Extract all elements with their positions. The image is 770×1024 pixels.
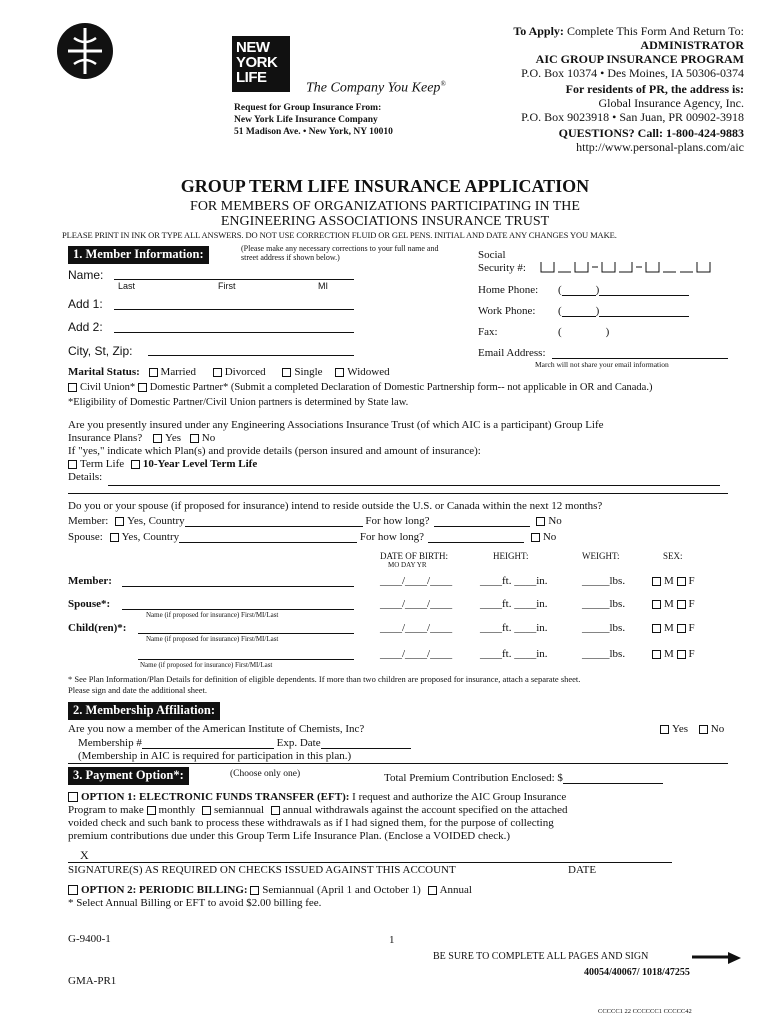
checkbox-aic-yes[interactable] (660, 725, 669, 734)
footnote-line-2: Please sign and date the additional sheet. (68, 685, 208, 695)
logo-text: NEW YORK LIFE (236, 39, 278, 86)
membership-row (78, 737, 411, 749)
checkbox-annual[interactable] (271, 806, 280, 815)
name-first-label: First (218, 281, 236, 291)
widowed-label: Widowed (347, 366, 390, 378)
divorced-label: Divorced (224, 366, 266, 378)
marital-status-row (68, 366, 390, 378)
insured-no-label: No (201, 432, 216, 444)
child2-name-hint: Name (if proposed for insurance) First/MI/Last (140, 661, 273, 669)
checkbox-member-f[interactable] (677, 577, 686, 586)
aic-question: Are you now a member of the American Institute of Chemists, Inc? (68, 723, 365, 735)
total-label: Total Premium Contribution Enclosed: $ (384, 772, 563, 784)
page-number: 1 (389, 934, 395, 946)
insured-q-line1: Are you presently insured under any Engineering Associations Insurance Trust (of which AIC is a participant) Group Life (68, 419, 604, 431)
checkbox-insured-no[interactable] (190, 434, 199, 443)
member-row-label: Member: (68, 575, 112, 587)
home-phone-label: Home Phone: (478, 284, 539, 296)
add2-input[interactable] (114, 332, 354, 333)
checkbox-member-m[interactable] (652, 577, 661, 586)
insured-yes[interactable] (153, 432, 181, 444)
tagline-reg: ® (440, 80, 446, 88)
section1-header: 1. Member Information: (68, 246, 209, 264)
option1-block (68, 791, 567, 843)
member-how-long-input[interactable] (434, 515, 530, 527)
member-sex (652, 575, 695, 587)
child1-in-label: in. (536, 622, 548, 634)
marital-label: Marital Status: (68, 366, 140, 378)
child2-in-label: in. (536, 648, 548, 660)
aic-yes-label: Yes (672, 723, 689, 735)
level-term-option[interactable] (131, 458, 257, 470)
child1-m-label: M (664, 622, 674, 634)
details-label: Details: (68, 471, 103, 483)
domestic-partner-label: Domestic Partner* (149, 382, 229, 393)
reside-spouse-label: Spouse: (68, 531, 103, 543)
add1-label: Add 1: (68, 297, 103, 311)
child1-dob-input[interactable]: ____/____/____ (380, 622, 453, 634)
child2-lbs-label: lbs. (609, 648, 626, 660)
option1-text-1: I request and authorize the AIC Group Insurance (352, 791, 567, 803)
barcode-text: CCCCC1 22 CCCCCC1 CCCCC42 (598, 1008, 692, 1015)
website-url[interactable]: http://www.personal-plans.com/aic (576, 140, 744, 154)
subtitle-line-1: FOR MEMBERS OF ORGANIZATIONS PARTICIPATING IN THE (190, 199, 580, 214)
child1-height-input[interactable]: ____ft. ____in. (480, 622, 548, 634)
signature-input[interactable] (68, 862, 672, 863)
form-number: G-9400-1 (68, 933, 111, 945)
if-yes-text: If "yes," indicate which Plan(s) and provide details (person insured and amount of insurance): (68, 445, 481, 457)
apply-block (513, 24, 744, 154)
total-premium (384, 772, 663, 784)
member-f-label: F (688, 575, 695, 587)
child2-sex (652, 648, 695, 660)
checkbox-child2-f[interactable] (677, 650, 686, 659)
opt2-semiannual-label: Semiannual (April 1 and October 1) (262, 884, 421, 896)
dob-subheader: MO DAY YR (388, 561, 427, 569)
spouse-dob-input[interactable]: ____/____/____ (380, 598, 453, 610)
member-yes-country-label: Yes, Country (127, 515, 185, 527)
child2-ft-label: ft. (502, 648, 512, 660)
add2-label: Add 2: (68, 320, 103, 334)
signature-label: SIGNATURE(S) AS REQUIRED ON CHECKS ISSUED AGAINST THIS ACCOUNT (68, 864, 456, 876)
option2-row (68, 884, 472, 896)
married-label: Married (160, 366, 196, 378)
opt2-annual-label: Annual (439, 884, 472, 896)
request-line-3: 51 Madison Ave. • New York, NY 10010 (234, 127, 393, 137)
city-input[interactable] (148, 355, 354, 356)
city-label: City, St, Zip: (68, 344, 133, 358)
reside-member-row (68, 515, 562, 527)
civil-union-option[interactable] (68, 382, 135, 393)
arrow-right-icon (692, 952, 742, 964)
spouse-ft-label: ft. (502, 598, 512, 610)
name-label: Name: (68, 268, 104, 282)
child2-weight-input[interactable]: _____lbs. (582, 648, 626, 660)
home-phone-input[interactable]: ( ) (558, 284, 689, 296)
height-header: HEIGHT: (493, 551, 529, 561)
pr-label: For residents of PR, the address is: (565, 82, 744, 96)
work-phone-label: Work Phone: (478, 305, 536, 317)
ssn-label-2: Security #: (478, 262, 526, 274)
total-input[interactable] (563, 772, 663, 784)
pr-line-2: P.O. Box 9023918 • San Juan, PR 00902-3918 (521, 110, 744, 124)
address-line-3: P.O. Box 10374 • Des Moines, IA 50306-0374 (521, 66, 744, 80)
exp-label: Exp. Date (276, 737, 321, 749)
name-input[interactable] (114, 279, 354, 280)
level-term-label: 10-Year Level Term Life (142, 458, 258, 470)
insured-yes-label: Yes (164, 432, 181, 444)
child1-f-label: F (688, 622, 695, 634)
reside-question: Do you or your spouse (if proposed for insurance) intend to reside outside the U.S. or Canada within the next 12 months? (68, 500, 603, 512)
eligibility-note: *Eligibility of Domestic Partner/Civil Union partners is determined by State law. (68, 397, 409, 408)
company-seal (56, 22, 114, 80)
checkbox-divorced[interactable] (213, 368, 222, 377)
checkbox-spouse-reside-yes[interactable] (110, 533, 119, 542)
child2-name-input[interactable] (138, 659, 354, 660)
child2-f-label: F (688, 648, 695, 660)
marital-divorced[interactable] (213, 366, 266, 378)
member-in-label: in. (536, 575, 548, 587)
name-last-label: Last (118, 281, 136, 291)
checkbox-member-reside-yes[interactable] (115, 517, 124, 526)
email-input[interactable] (552, 358, 728, 359)
footnote-line-1: * See Plan Information/Plan Details for definition of eligible dependents. If more than two children are proposed for insurance, attach a separate sheet. (68, 674, 581, 684)
child1-sex (652, 622, 695, 634)
option2-label: OPTION 2: PERIODIC BILLING: (81, 884, 248, 896)
reside-member-no[interactable] (536, 515, 561, 527)
membership-input[interactable] (142, 737, 274, 749)
apply-label: To Apply: (513, 24, 564, 38)
checkbox-spouse-m[interactable] (652, 600, 661, 609)
child2-height-input[interactable]: ____ft. ____in. (480, 648, 548, 660)
sex-header: SEX: (663, 551, 683, 561)
child1-ft-label: ft. (502, 622, 512, 634)
aic-answer (660, 723, 724, 735)
reside-spouse-no[interactable] (531, 531, 556, 543)
spouse-sex (652, 598, 695, 610)
checkbox-insured-yes[interactable] (153, 434, 162, 443)
dependents-footnote (68, 674, 580, 696)
option1-text-2a: Program to make (68, 804, 144, 816)
instructions: PLEASE PRINT IN INK OR TYPE ALL ANSWERS. DO NOT USE CORRECTION FLUID OR GEL PENS. INITIAL AND DATE ANY CHANGES YOU MAKE. (62, 230, 617, 240)
checkbox-spouse-f[interactable] (677, 600, 686, 609)
spouse-how-long-label: For how long? (359, 531, 425, 543)
child1-name-hint: Name (if proposed for insurance) First/MI/Last (146, 635, 279, 643)
member-name-input[interactable] (122, 586, 354, 587)
child1-name-input[interactable] (138, 633, 354, 634)
option1-text-3: voided check and such bank to process these withdrawals as if I had signed them, for the purpose of collecting (68, 817, 554, 829)
choose-one: (Choose only one) (230, 769, 301, 779)
checkbox-child1-m[interactable] (652, 624, 661, 633)
reside-member-label: Member: (68, 515, 109, 527)
member-lbs-label: lbs. (609, 575, 626, 587)
spouse-name-hint: Name (if proposed for insurance) First/MI/Last (146, 611, 279, 619)
child1-lbs-label: lbs. (609, 622, 626, 634)
member-country-input[interactable] (185, 515, 363, 527)
request-line-1: Request for Group Insurance From: (234, 103, 382, 113)
term-life-option[interactable] (68, 458, 124, 470)
option1-label: OPTION 1: ELECTRONIC FUNDS TRANSFER (EFT): (81, 791, 350, 803)
pr-line-1: Global Insurance Agency, Inc. (598, 96, 744, 110)
checkbox-married[interactable] (149, 368, 158, 377)
details-input[interactable] (108, 485, 720, 486)
single-label: Single (294, 366, 323, 378)
children-row-label: Child(ren)*: (68, 622, 127, 634)
monthly-label: monthly (158, 804, 196, 816)
domestic-partner-option[interactable] (138, 382, 228, 393)
fax-input[interactable]: ( ) (558, 326, 610, 338)
add1-input[interactable] (114, 309, 354, 310)
email-label: Email Address: (478, 347, 546, 359)
marital-single[interactable] (282, 366, 322, 378)
section2-header: 2. Membership Affiliation: (68, 702, 220, 720)
annual-label: annual (282, 804, 313, 816)
aic-no-label: No (710, 723, 725, 735)
marital-widowed[interactable] (335, 366, 389, 378)
spouse-f-label: F (688, 598, 695, 610)
checkbox-opt2-semiannual[interactable] (250, 886, 259, 895)
member-ft-label: ft. (502, 575, 512, 587)
spouse-row-label: Spouse*: (68, 598, 111, 610)
exp-input[interactable] (321, 737, 411, 749)
insured-no[interactable] (190, 432, 215, 444)
insured-question (68, 419, 604, 484)
spouse-height-input[interactable]: ____ft. ____in. (480, 598, 548, 610)
spouse-m-label: M (664, 598, 674, 610)
tagline-text: The Company You Keep (306, 80, 441, 96)
checkbox-opt2-annual[interactable] (428, 886, 437, 895)
spouse-how-long-input[interactable] (428, 531, 524, 543)
checkbox-spouse-reside-no[interactable] (531, 533, 540, 542)
dp-note: (Submit a completed Declaration of Domestic Partnership form-- not applicable in OR and Canada.) (230, 382, 653, 393)
address-line-1: ADMINISTRATOR (640, 38, 744, 52)
name-mi-label: MI (318, 281, 328, 291)
form-codes: 40054/40067/ 1018/47255 (584, 967, 690, 978)
checkbox-child2-m[interactable] (652, 650, 661, 659)
member-how-long-label: For how long? (365, 515, 430, 527)
work-phone-input[interactable]: ( ) (558, 305, 689, 317)
member-dob-input[interactable]: ____/____/____ (380, 575, 453, 587)
child1-weight-input[interactable]: _____lbs. (582, 622, 626, 634)
ssn-label-1: Social (478, 249, 506, 261)
membership-required: (Membership in AIC is required for participation in this plan.) (78, 750, 352, 762)
reside-member-yes[interactable] (115, 515, 185, 527)
signature-x: X (80, 848, 89, 862)
dob-header: DATE OF BIRTH: (380, 551, 448, 561)
spouse-name-input[interactable] (122, 609, 354, 610)
reside-spouse-yes[interactable] (110, 531, 180, 543)
child2-dob-input[interactable]: ____/____/____ (380, 648, 453, 660)
reside-spouse-row (68, 531, 556, 543)
member-weight-input[interactable]: _____lbs. (582, 575, 626, 587)
checkbox-member-reside-no[interactable] (536, 517, 545, 526)
term-life-label: Term Life (80, 458, 125, 470)
member-no-label: No (548, 515, 562, 527)
aic-yes[interactable] (660, 723, 688, 735)
form-subtitle (0, 199, 770, 229)
checkbox-option1[interactable] (68, 792, 78, 802)
checkbox-civil-union[interactable] (68, 383, 77, 392)
gma-code: GMA-PR1 (68, 975, 117, 987)
member-height-input[interactable]: ____ft. ____in. (480, 575, 548, 587)
subtitle-line-2: ENGINEERING ASSOCIATIONS INSURANCE TRUST (220, 214, 550, 229)
date-label: DATE (568, 864, 597, 876)
nyl-logo (232, 36, 290, 92)
marital-married[interactable] (149, 366, 196, 378)
divider-1 (68, 493, 728, 494)
ssn-input[interactable] (540, 260, 716, 272)
tagline (306, 80, 446, 97)
request-line-2: New York Life Insurance Company (234, 115, 378, 125)
checkbox-aic-no[interactable] (699, 725, 708, 734)
weight-header: WEIGHT: (582, 551, 620, 561)
option1-text-2b: withdrawals against the account specified on the attached (314, 804, 568, 816)
fax-label: Fax: (478, 326, 498, 338)
form-title: GROUP TERM LIFE INSURANCE APPLICATION (180, 176, 590, 196)
address-line-2: AIC GROUP INSURANCE PROGRAM (535, 52, 744, 66)
child2-m-label: M (664, 648, 674, 660)
spouse-yes-country-label: Yes, Country (121, 531, 180, 543)
aic-no[interactable] (699, 723, 724, 735)
insured-q-line2: Insurance Plans? (68, 432, 143, 444)
option1-text-4: premium contributions due under this Group Term Life Insurance Plan. (Enclose a VOIDED check.) (68, 830, 511, 842)
billing-fee-note: * Select Annual Billing or EFT to avoid $2.00 billing fee. (68, 897, 322, 909)
checkbox-domestic-partner[interactable] (138, 383, 147, 392)
questions-line: QUESTIONS? Call: 1-800-424-9883 (558, 126, 744, 140)
spouse-country-input[interactable] (179, 531, 357, 543)
ssn-label (478, 249, 526, 275)
checkbox-single[interactable] (282, 368, 291, 377)
checkbox-term-life[interactable] (68, 460, 77, 469)
semiannual-label: semiannual (213, 804, 265, 816)
apply-text: Complete This Form And Return To: (566, 24, 744, 38)
checkbox-monthly[interactable] (147, 806, 156, 815)
checkbox-level-term[interactable] (131, 460, 140, 469)
spouse-in-label: in. (536, 598, 548, 610)
spouse-no-label: No (542, 531, 557, 543)
be-sure-note: BE SURE TO COMPLETE ALL PAGES AND SIGN (433, 951, 649, 962)
civil-union-row (68, 382, 652, 393)
checkbox-child1-f[interactable] (677, 624, 686, 633)
membership-label: Membership # (78, 737, 142, 749)
email-note: March will not share your email information (535, 360, 669, 369)
spouse-lbs-label: lbs. (609, 598, 626, 610)
divider-2 (68, 763, 728, 764)
spouse-weight-input[interactable]: _____lbs. (582, 598, 626, 610)
checkbox-option2[interactable] (68, 885, 78, 895)
section3-header: 3. Payment Option*: (68, 767, 189, 785)
correction-note: (Please make any necessary corrections to your full name and street address if shown below.) (241, 244, 439, 262)
checkbox-semiannual[interactable] (202, 806, 211, 815)
checkbox-widowed[interactable] (335, 368, 344, 377)
request-block (234, 102, 393, 138)
member-m-label: M (664, 575, 674, 587)
civil-union-label: Civil Union* (80, 382, 136, 393)
